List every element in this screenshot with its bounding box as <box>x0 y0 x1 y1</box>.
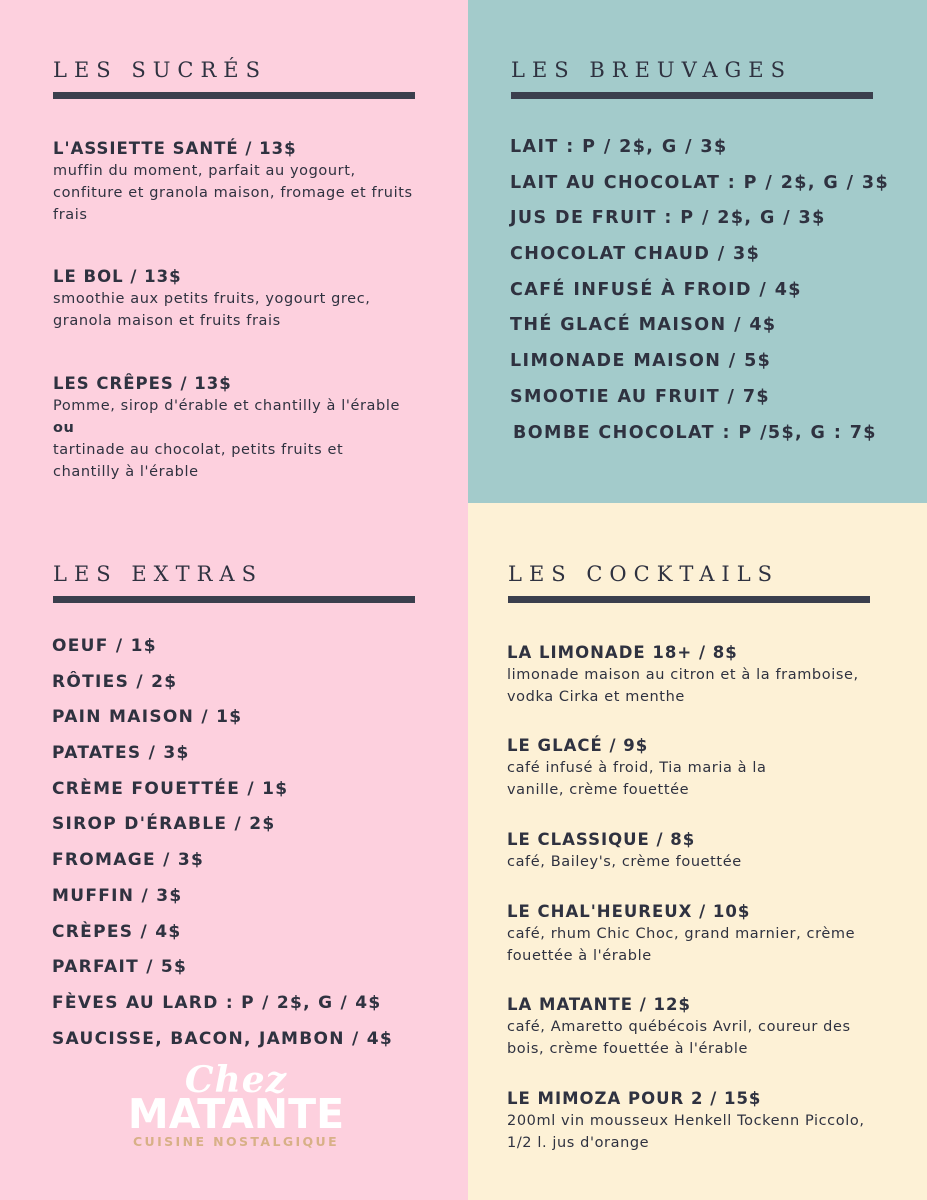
list-item: LAIT : P / 2$, G / 3$ <box>510 137 728 157</box>
sucres-item <box>53 374 403 483</box>
list-item: SAUCISSE, BACON, JAMBON / 4$ <box>52 1028 393 1049</box>
item-name: LA LIMONADE 18+ / 8$ <box>507 643 738 662</box>
list-item: CAFÉ INFUSÉ À FROID / 4$ <box>510 279 802 300</box>
extras-rule <box>53 596 415 603</box>
item-desc: 200ml vin mousseux Henkell Tockenn Piccolo, 1/2 l. jus d'orange <box>507 1113 865 1151</box>
list-item: LAIT AU CHOCOLAT : P / 2$, G / 3$ <box>510 172 890 193</box>
cocktail-item <box>507 902 867 967</box>
item-desc: smoothie aux petits fruits, yogourt grec, granola maison et fruits frais <box>53 291 371 329</box>
sucres-title: LES SUCRÉS <box>53 58 268 82</box>
cocktail-item <box>507 736 827 801</box>
item-desc: café infusé à froid, Tia maria à la vanille, crème fouettée <box>507 760 767 798</box>
list-item: OEUF / 1$ <box>52 636 157 656</box>
item-or: ou <box>53 420 75 436</box>
item-name: LE BOL / 13$ <box>53 267 182 286</box>
item-desc: café, Amaretto québécois Avril, coureur des bois, crème fouettée à l'érable <box>507 1019 851 1057</box>
list-item: SIROP D'ÉRABLE / 2$ <box>52 814 276 835</box>
extras-list <box>52 636 393 1064</box>
item-desc: muffin du moment, parfait au yogourt, confiture et granola maison, fromage et fruits frais <box>53 163 413 223</box>
list-item: CRÈPES / 4$ <box>52 921 182 942</box>
list-item: MUFFIN / 3$ <box>52 885 183 906</box>
list-item: RÔTIES / 2$ <box>52 671 178 692</box>
item-name: LE GLACÉ / 9$ <box>507 736 649 755</box>
cocktails-rule <box>508 596 870 603</box>
extras-title: LES EXTRAS <box>53 562 263 586</box>
breuvages-rule <box>511 92 873 99</box>
item-desc: limonade maison au citron et à la framboise, vodka Cirka et menthe <box>507 667 859 705</box>
list-item: CRÈME FOUETTÉE / 1$ <box>52 778 289 799</box>
cocktail-item <box>507 995 877 1060</box>
cocktails-header <box>508 562 870 603</box>
logo-brand-text: MATANTE <box>127 1090 345 1138</box>
sucres-rule <box>53 92 415 99</box>
logo-script-text: Chez <box>184 1059 288 1101</box>
list-item: BOMBE CHOCOLAT : P /5$, G : 7$ <box>513 422 877 443</box>
sucres-item <box>53 139 413 226</box>
cocktails-title: LES COCKTAILS <box>508 562 780 586</box>
cocktail-item <box>507 830 867 873</box>
list-item: CHOCOLAT CHAUD / 3$ <box>510 244 761 265</box>
item-desc-alt: tartinade au chocolat, petits fruits et chantilly à l'érable <box>53 442 344 480</box>
list-item: SMOOTIE AU FRUIT / 7$ <box>510 386 770 407</box>
logo-tagline: CUISINE NOSTALGIQUE <box>132 1134 340 1149</box>
chez-matante-logo <box>116 1059 356 1149</box>
cocktail-item <box>507 1089 867 1154</box>
item-desc: café, rhum Chic Choc, grand marnier, crème fouettée à l'érable <box>507 926 856 964</box>
item-name: LE MIMOZA POUR 2 / 15$ <box>507 1089 762 1108</box>
item-name: LE CLASSIQUE / 8$ <box>507 830 696 849</box>
item-name: L'ASSIETTE SANTÉ / 13$ <box>53 139 297 158</box>
breuvages-title: LES BREUVAGES <box>511 58 793 82</box>
list-item: FROMAGE / 3$ <box>52 850 205 871</box>
sucres-item <box>53 267 393 332</box>
sucres-header <box>53 58 415 99</box>
item-desc: café, Bailey's, crème fouettée <box>507 854 742 870</box>
list-item: PARFAIT / 5$ <box>52 957 188 978</box>
cocktail-item <box>507 643 867 708</box>
item-name: LE CHAL'HEUREUX / 10$ <box>507 902 751 921</box>
list-item: LIMONADE MAISON / 5$ <box>510 351 772 372</box>
item-desc: Pomme, sirop d'érable et chantilly à l'érable <box>53 398 400 414</box>
item-name: LES CRÊPES / 13$ <box>53 374 232 393</box>
list-item: THÉ GLACÉ MAISON / 4$ <box>510 315 777 336</box>
list-item: PAIN MAISON / 1$ <box>52 707 243 728</box>
list-item: JUS DE FRUIT : P / 2$, G / 3$ <box>510 208 826 229</box>
extras-header <box>53 562 415 603</box>
list-item: FÈVES AU LARD : P / 2$, G / 4$ <box>52 992 382 1013</box>
list-item: PATATES / 3$ <box>52 743 190 764</box>
item-name: LA MATANTE / 12$ <box>507 995 691 1014</box>
breuvages-list <box>510 137 889 458</box>
breuvages-header <box>511 58 873 99</box>
